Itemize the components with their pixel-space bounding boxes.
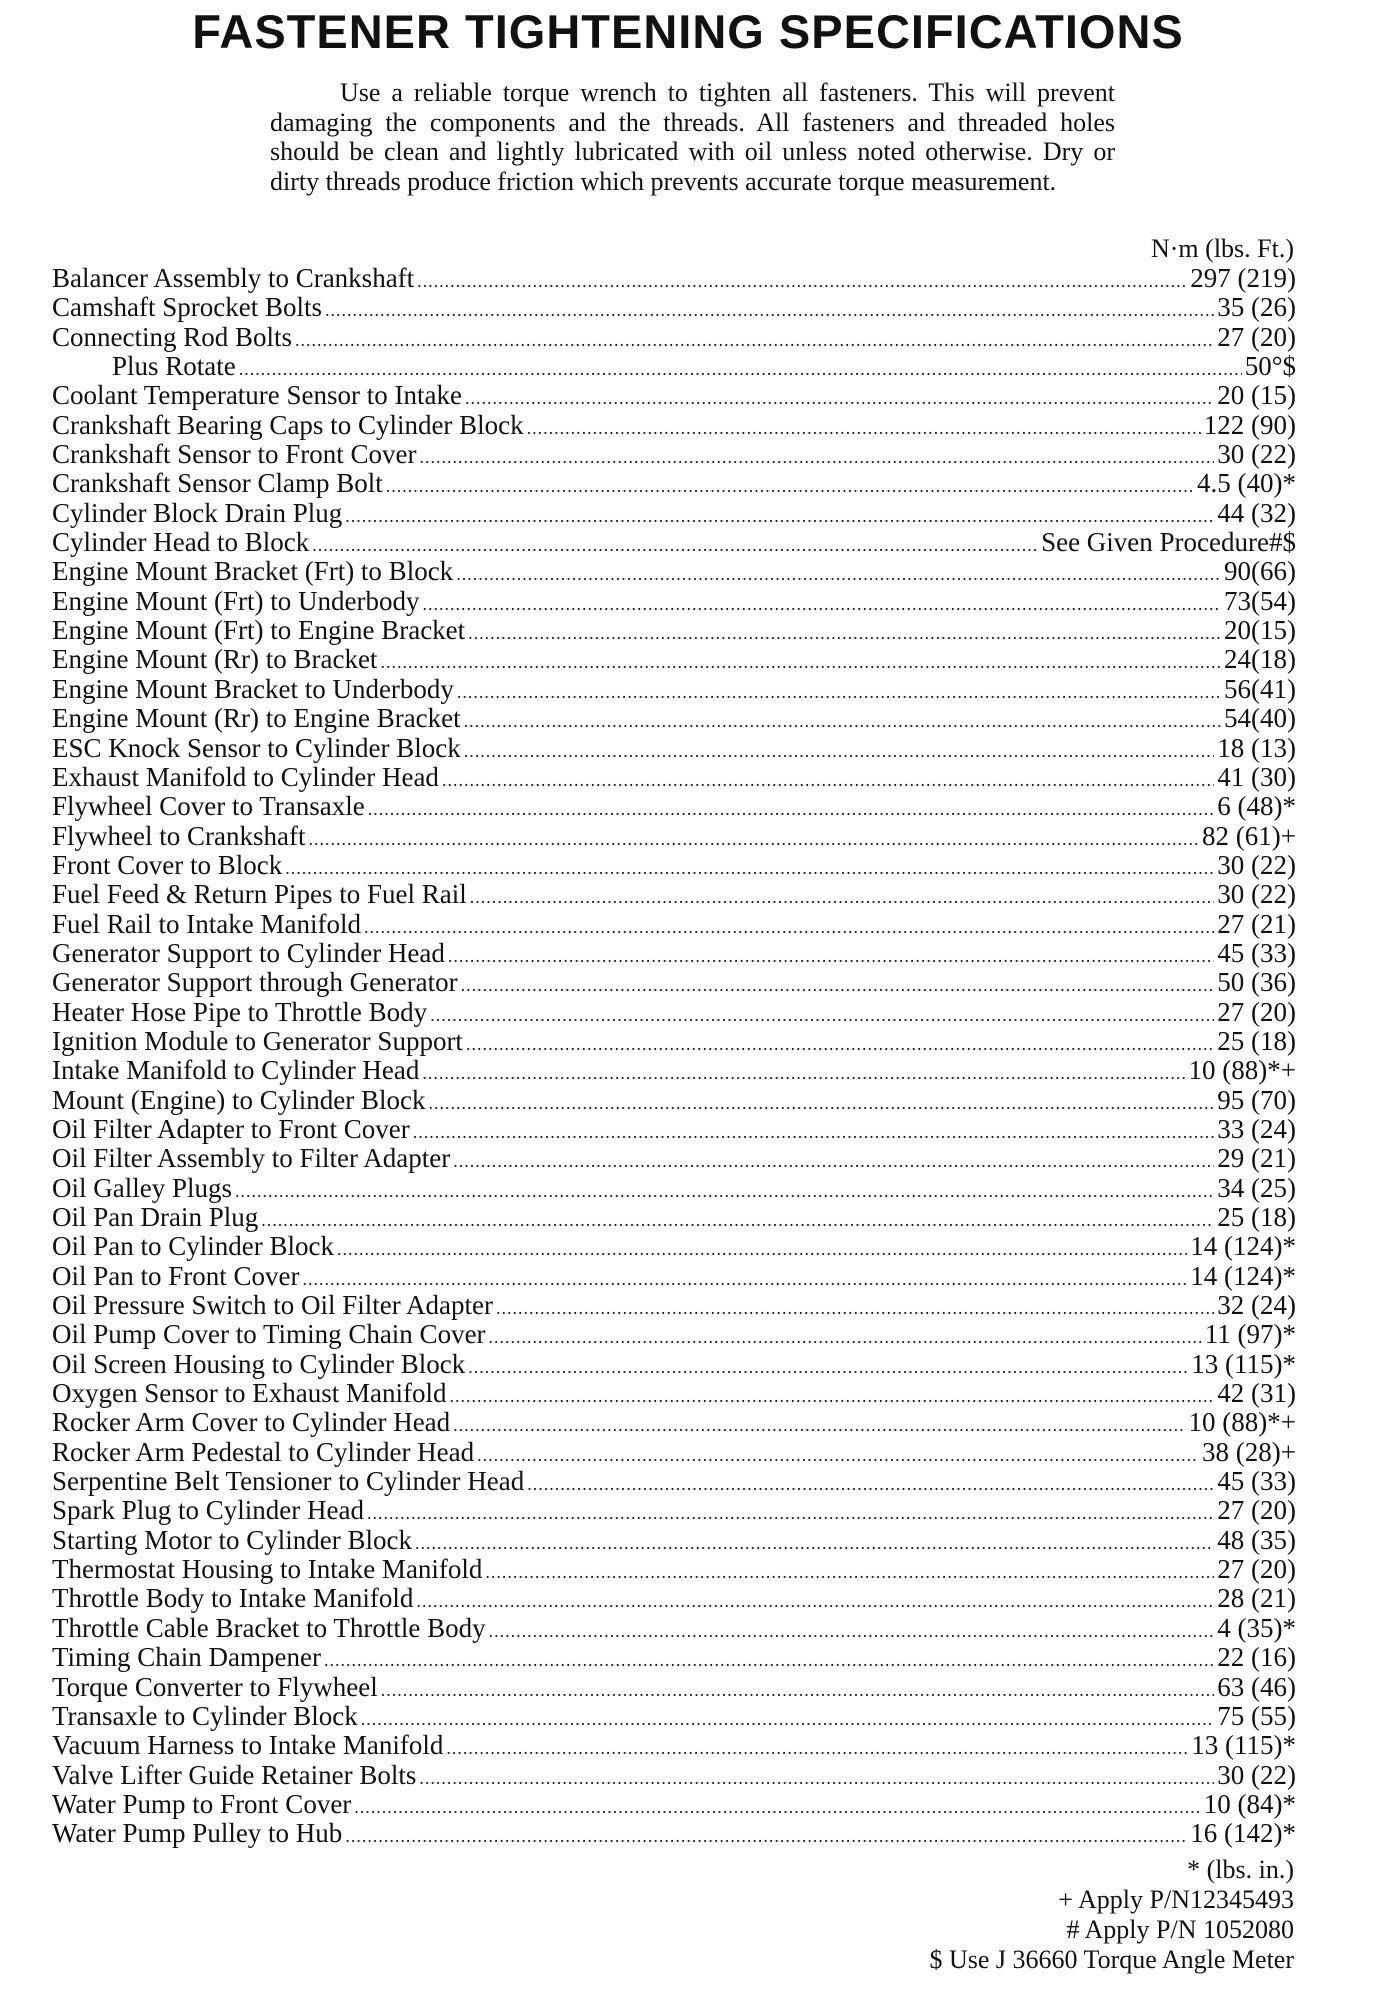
spec-row [52, 1702, 1296, 1731]
spec-row [52, 1350, 1296, 1379]
spec-row [52, 1614, 1296, 1643]
spec-label: Torque Converter to Flywheel [52, 1671, 378, 1702]
spec-value: 29 (21) [1217, 1143, 1296, 1174]
spec-value: 73(54) [1224, 585, 1296, 616]
spec-label: Fuel Feed & Return Pipes to Fuel Rail [52, 879, 467, 910]
spec-value: 45 (33) [1217, 937, 1296, 968]
spec-label: Oil Pressure Switch to Oil Filter Adapter [52, 1290, 493, 1321]
spec-label: Timing Chain Dampener [52, 1642, 321, 1673]
spec-value: 4 (35)* [1217, 1612, 1296, 1643]
spec-row [52, 352, 1296, 381]
dot-leader [428, 1089, 1214, 1118]
spec-value: 13 (115)* [1191, 1348, 1296, 1379]
spec-row [52, 1643, 1296, 1672]
spec-row [52, 1086, 1296, 1115]
spec-value: 11 (97)* [1204, 1319, 1296, 1350]
spec-label: Mount (Engine) to Cylinder Block [52, 1084, 426, 1115]
spec-row [52, 1731, 1296, 1760]
spec-label: Exhaust Manifold to Cylinder Head [52, 761, 439, 792]
spec-label: Generator Support to Cylinder Head [52, 937, 445, 968]
spec-value: 90(66) [1224, 556, 1296, 587]
spec-label: Oil Pan to Cylinder Block [52, 1231, 334, 1262]
spec-label: Starting Motor to Cylinder Block [52, 1524, 412, 1555]
dot-leader [464, 707, 1221, 736]
spec-row [52, 528, 1296, 557]
footnote: + Apply P/N12345493 [1058, 1885, 1294, 1914]
dot-leader [235, 1177, 1214, 1206]
spec-row [52, 1584, 1296, 1613]
spec-value: 95 (70) [1217, 1084, 1296, 1115]
spec-value: 44 (32) [1217, 497, 1296, 528]
dot-leader [261, 1206, 1214, 1235]
spec-value: 50 (36) [1217, 967, 1296, 998]
spec-row [52, 1291, 1296, 1320]
spec-label: Oil Filter Assembly to Filter Adapter [52, 1143, 451, 1174]
spec-label: Spark Plug to Cylinder Head [52, 1495, 364, 1526]
spec-value: 50°$ [1244, 351, 1296, 382]
spec-value: 42 (31) [1217, 1378, 1296, 1409]
dot-leader [324, 1646, 1214, 1675]
spec-value: 45 (33) [1217, 1466, 1296, 1497]
spec-value: 33 (24) [1217, 1113, 1296, 1144]
dot-leader [354, 1793, 1200, 1822]
spec-row [52, 880, 1296, 909]
spec-row [52, 381, 1296, 410]
dot-leader [485, 1558, 1214, 1587]
spec-row [52, 1673, 1296, 1702]
dot-leader [453, 1147, 1214, 1176]
page-title: FASTENER TIGHTENING SPECIFICATIONS [192, 5, 1184, 58]
spec-value: 20 (15) [1217, 380, 1296, 411]
dot-leader [466, 1030, 1214, 1059]
spec-row [52, 587, 1296, 616]
dot-leader [489, 1617, 1215, 1646]
spec-label: Heater Hose Pipe to Throttle Body [52, 996, 428, 1027]
spec-value: 27 (20) [1217, 1554, 1296, 1585]
dot-leader [527, 414, 1201, 443]
spec-value: 10 (88)*+ [1188, 1055, 1296, 1086]
footnote: # Apply P/N 1052080 [1066, 1915, 1294, 1944]
spec-value: 32 (24) [1217, 1290, 1296, 1321]
dot-leader [337, 1235, 1187, 1264]
spec-row [52, 1056, 1296, 1085]
dot-leader [367, 1499, 1214, 1528]
spec-value: 20(15) [1224, 615, 1296, 646]
spec-row [52, 968, 1296, 997]
spec-row [52, 1467, 1296, 1496]
spec-row [52, 499, 1296, 528]
spec-value: 122 (90) [1203, 409, 1296, 440]
spec-label: Front Cover to Block [52, 849, 283, 880]
spec-value: 30 (22) [1217, 879, 1296, 910]
spec-value: 22 (16) [1217, 1642, 1296, 1673]
spec-label: Engine Mount (Frt) to Underbody [52, 585, 420, 616]
spec-label: Oil Galley Plugs [52, 1172, 232, 1203]
dot-leader [453, 1411, 1185, 1440]
dot-leader [422, 1059, 1185, 1088]
spec-value: 10 (88)*+ [1188, 1407, 1296, 1438]
spec-label: Generator Support through Generator [52, 967, 458, 998]
spec-row [52, 1174, 1296, 1203]
spec-label: Crankshaft Sensor Clamp Bolt [52, 468, 383, 499]
spec-row [52, 675, 1296, 704]
intro-text: Use a reliable torque wrench to tighten all fasteners. This will prevent damaging the components and the threads. All fasteners and threaded holes should be clean and lightly lubricated with oil unless noted otherwise. Dry or dirty threads produce friction which prevents accurate torque measurement. [270, 78, 1115, 196]
spec-value: 30 (22) [1217, 439, 1296, 470]
dot-leader [527, 1470, 1214, 1499]
spec-row [52, 910, 1296, 939]
spec-label: Plus Rotate [112, 351, 236, 382]
dot-leader [419, 1764, 1214, 1793]
dot-leader [325, 296, 1214, 325]
spec-row [52, 763, 1296, 792]
dot-leader [496, 1294, 1214, 1323]
spec-label: Coolant Temperature Sensor to Intake [52, 380, 462, 411]
spec-row [52, 264, 1296, 293]
dot-leader [361, 1705, 1215, 1734]
spec-row [52, 1320, 1296, 1349]
dot-leader [465, 384, 1214, 413]
spec-label: Oil Filter Adapter to Front Cover [52, 1113, 410, 1144]
footnote: $ Use J 36660 Torque Angle Meter [929, 1945, 1294, 1974]
spec-row [52, 822, 1296, 851]
spec-value: 6 (48)* [1217, 791, 1296, 822]
spec-value: 27 (20) [1217, 1495, 1296, 1526]
dot-leader [386, 472, 1194, 501]
spec-label: Engine Mount Bracket (Frt) to Block [52, 556, 454, 587]
spec-value: 10 (84)* [1203, 1788, 1296, 1819]
spec-value: 13 (115)* [1191, 1730, 1296, 1761]
spec-row [52, 1496, 1296, 1525]
spec-label: Crankshaft Bearing Caps to Cylinder Block [52, 409, 524, 440]
dot-leader [489, 1323, 1202, 1352]
spec-value: 38 (28)+ [1202, 1436, 1296, 1467]
dot-leader [380, 648, 1221, 677]
spec-value: 34 (25) [1217, 1172, 1296, 1203]
dot-leader [442, 766, 1214, 795]
dot-leader [464, 737, 1215, 766]
spec-label: Cylinder Block Drain Plug [52, 497, 343, 528]
dot-leader [468, 1353, 1188, 1382]
spec-label: Throttle Cable Bracket to Throttle Body [52, 1612, 486, 1643]
spec-label: Water Pump to Front Cover [52, 1788, 352, 1819]
spec-label: Oil Screen Housing to Cylinder Block [52, 1348, 466, 1379]
spec-row [52, 851, 1296, 880]
spec-label: Flywheel to Crankshaft [52, 820, 306, 851]
spec-value: 27 (20) [1217, 996, 1296, 1027]
spec-row [52, 1262, 1296, 1291]
intro-paragraph [270, 78, 1115, 196]
spec-label: Engine Mount Bracket to Underbody [52, 673, 454, 704]
spec-row [52, 734, 1296, 763]
dot-leader [295, 326, 1214, 355]
dot-leader [468, 619, 1221, 648]
spec-label: Water Pump Pulley to Hub [52, 1818, 343, 1849]
dot-leader [446, 1734, 1188, 1763]
spec-row [52, 1819, 1296, 1848]
spec-value: 82 (61)+ [1202, 820, 1296, 851]
spec-value: 48 (35) [1217, 1524, 1296, 1555]
dot-leader [456, 560, 1221, 589]
spec-value: See Given Procedure#$ [1041, 527, 1296, 558]
spec-value: 28 (21) [1217, 1583, 1296, 1614]
spec-label: Camshaft Sprocket Bolts [52, 292, 322, 323]
spec-row [52, 1555, 1296, 1584]
spec-value: 27 (20) [1217, 321, 1296, 352]
spec-value: 30 (22) [1217, 1759, 1296, 1790]
spec-row [52, 645, 1296, 674]
spec-row [52, 1027, 1296, 1056]
spec-label: Oxygen Sensor to Exhaust Manifold [52, 1378, 447, 1409]
spec-label: Fuel Rail to Intake Manifold [52, 908, 361, 939]
spec-label: Engine Mount (Frt) to Engine Bracket [52, 615, 466, 646]
spec-row [52, 557, 1296, 586]
dot-leader [364, 913, 1214, 942]
dot-leader [449, 1382, 1214, 1411]
spec-row [52, 1379, 1296, 1408]
spec-row [52, 293, 1296, 322]
spec-list [52, 264, 1296, 1849]
spec-label: Oil Pan to Front Cover [52, 1260, 300, 1291]
footnotes [929, 1855, 1294, 1975]
spec-value: 75 (55) [1217, 1700, 1296, 1731]
spec-row [52, 1203, 1296, 1232]
spec-label: Balancer Assembly to Crankshaft [52, 263, 415, 293]
spec-row [52, 1408, 1296, 1437]
dot-leader [430, 1001, 1214, 1030]
spec-label: Thermostat Housing to Intake Manifold [52, 1554, 483, 1585]
spec-row [52, 704, 1296, 733]
spec-row [52, 792, 1296, 821]
spec-label: Serpentine Belt Tensioner to Cylinder Head [52, 1466, 525, 1497]
spec-row [52, 1526, 1296, 1555]
spec-value: 35 (26) [1217, 292, 1296, 323]
dot-leader [308, 825, 1199, 854]
spec-label: Cylinder Head to Block [52, 527, 310, 558]
spec-label: Intake Manifold to Cylinder Head [52, 1055, 420, 1086]
spec-value: 14 (124)* [1190, 1231, 1296, 1262]
units-header: N·m (lbs. Ft.) [1151, 234, 1294, 263]
dot-leader [457, 678, 1221, 707]
spec-value: 16 (142)* [1190, 1818, 1296, 1849]
spec-value: 297 (219) [1190, 263, 1296, 293]
dot-leader [415, 1529, 1214, 1558]
spec-row [52, 998, 1296, 1027]
spec-value: 18 (13) [1217, 732, 1296, 763]
spec-value: 25 (18) [1217, 1025, 1296, 1056]
dot-leader [419, 443, 1214, 472]
dot-leader [461, 971, 1215, 1000]
spec-value: 30 (22) [1217, 849, 1296, 880]
spec-row [52, 1761, 1296, 1790]
spec-value: 56(41) [1224, 673, 1296, 704]
spec-label: Crankshaft Sensor to Front Cover [52, 439, 417, 470]
spec-value: 27 (21) [1217, 908, 1296, 939]
spec-label: Valve Lifter Guide Retainer Bolts [52, 1759, 417, 1790]
dot-leader [413, 1118, 1215, 1147]
spec-label: Oil Pump Cover to Timing Chain Cover [52, 1319, 486, 1350]
dot-leader [417, 267, 1187, 296]
dot-leader [381, 1676, 1214, 1705]
spec-row [52, 469, 1296, 498]
spec-value: 63 (46) [1217, 1671, 1296, 1702]
spec-row [52, 1232, 1296, 1261]
spec-row [52, 323, 1296, 352]
dot-leader [416, 1587, 1214, 1616]
spec-value: 14 (124)* [1190, 1260, 1296, 1291]
spec-value: 54(40) [1224, 703, 1296, 734]
spec-row [52, 411, 1296, 440]
spec-row [52, 1438, 1296, 1467]
dot-leader [345, 1822, 1187, 1851]
footnote: * (lbs. in.) [1187, 1855, 1294, 1884]
spec-label: Throttle Body to Intake Manifold [52, 1583, 414, 1614]
spec-row [52, 616, 1296, 645]
spec-label: Oil Pan Drain Plug [52, 1202, 259, 1232]
spec-value: 4.5 (40)* [1197, 468, 1296, 499]
spec-value: 41 (30) [1217, 761, 1296, 792]
spec-label: ESC Knock Sensor to Cylinder Block [52, 732, 461, 763]
spec-label: Rocker Arm Cover to Cylinder Head [52, 1407, 451, 1438]
spec-label: Rocker Arm Pedestal to Cylinder Head [52, 1436, 475, 1467]
dot-leader [422, 590, 1221, 619]
dot-leader [470, 883, 1215, 912]
spec-label: Flywheel Cover to Transaxle [52, 791, 365, 822]
spec-label: Engine Mount (Rr) to Engine Bracket [52, 703, 461, 734]
spec-row [52, 440, 1296, 469]
spec-row [52, 1115, 1296, 1144]
spec-label: Connecting Rod Bolts [52, 321, 293, 352]
spec-label: Transaxle to Cylinder Block [52, 1700, 358, 1731]
spec-row [52, 1144, 1296, 1173]
spec-value: 25 (18) [1217, 1202, 1296, 1232]
dot-leader [448, 942, 1214, 971]
spec-value: 24(18) [1224, 644, 1296, 675]
spec-label: Ignition Module to Generator Support [52, 1025, 463, 1056]
spec-label: Engine Mount (Rr) to Bracket [52, 644, 378, 675]
dot-leader [477, 1441, 1199, 1470]
spec-label: Vacuum Harness to Intake Manifold [52, 1730, 444, 1761]
dot-leader [368, 795, 1215, 824]
spec-row [52, 1790, 1296, 1819]
spec-row [52, 939, 1296, 968]
